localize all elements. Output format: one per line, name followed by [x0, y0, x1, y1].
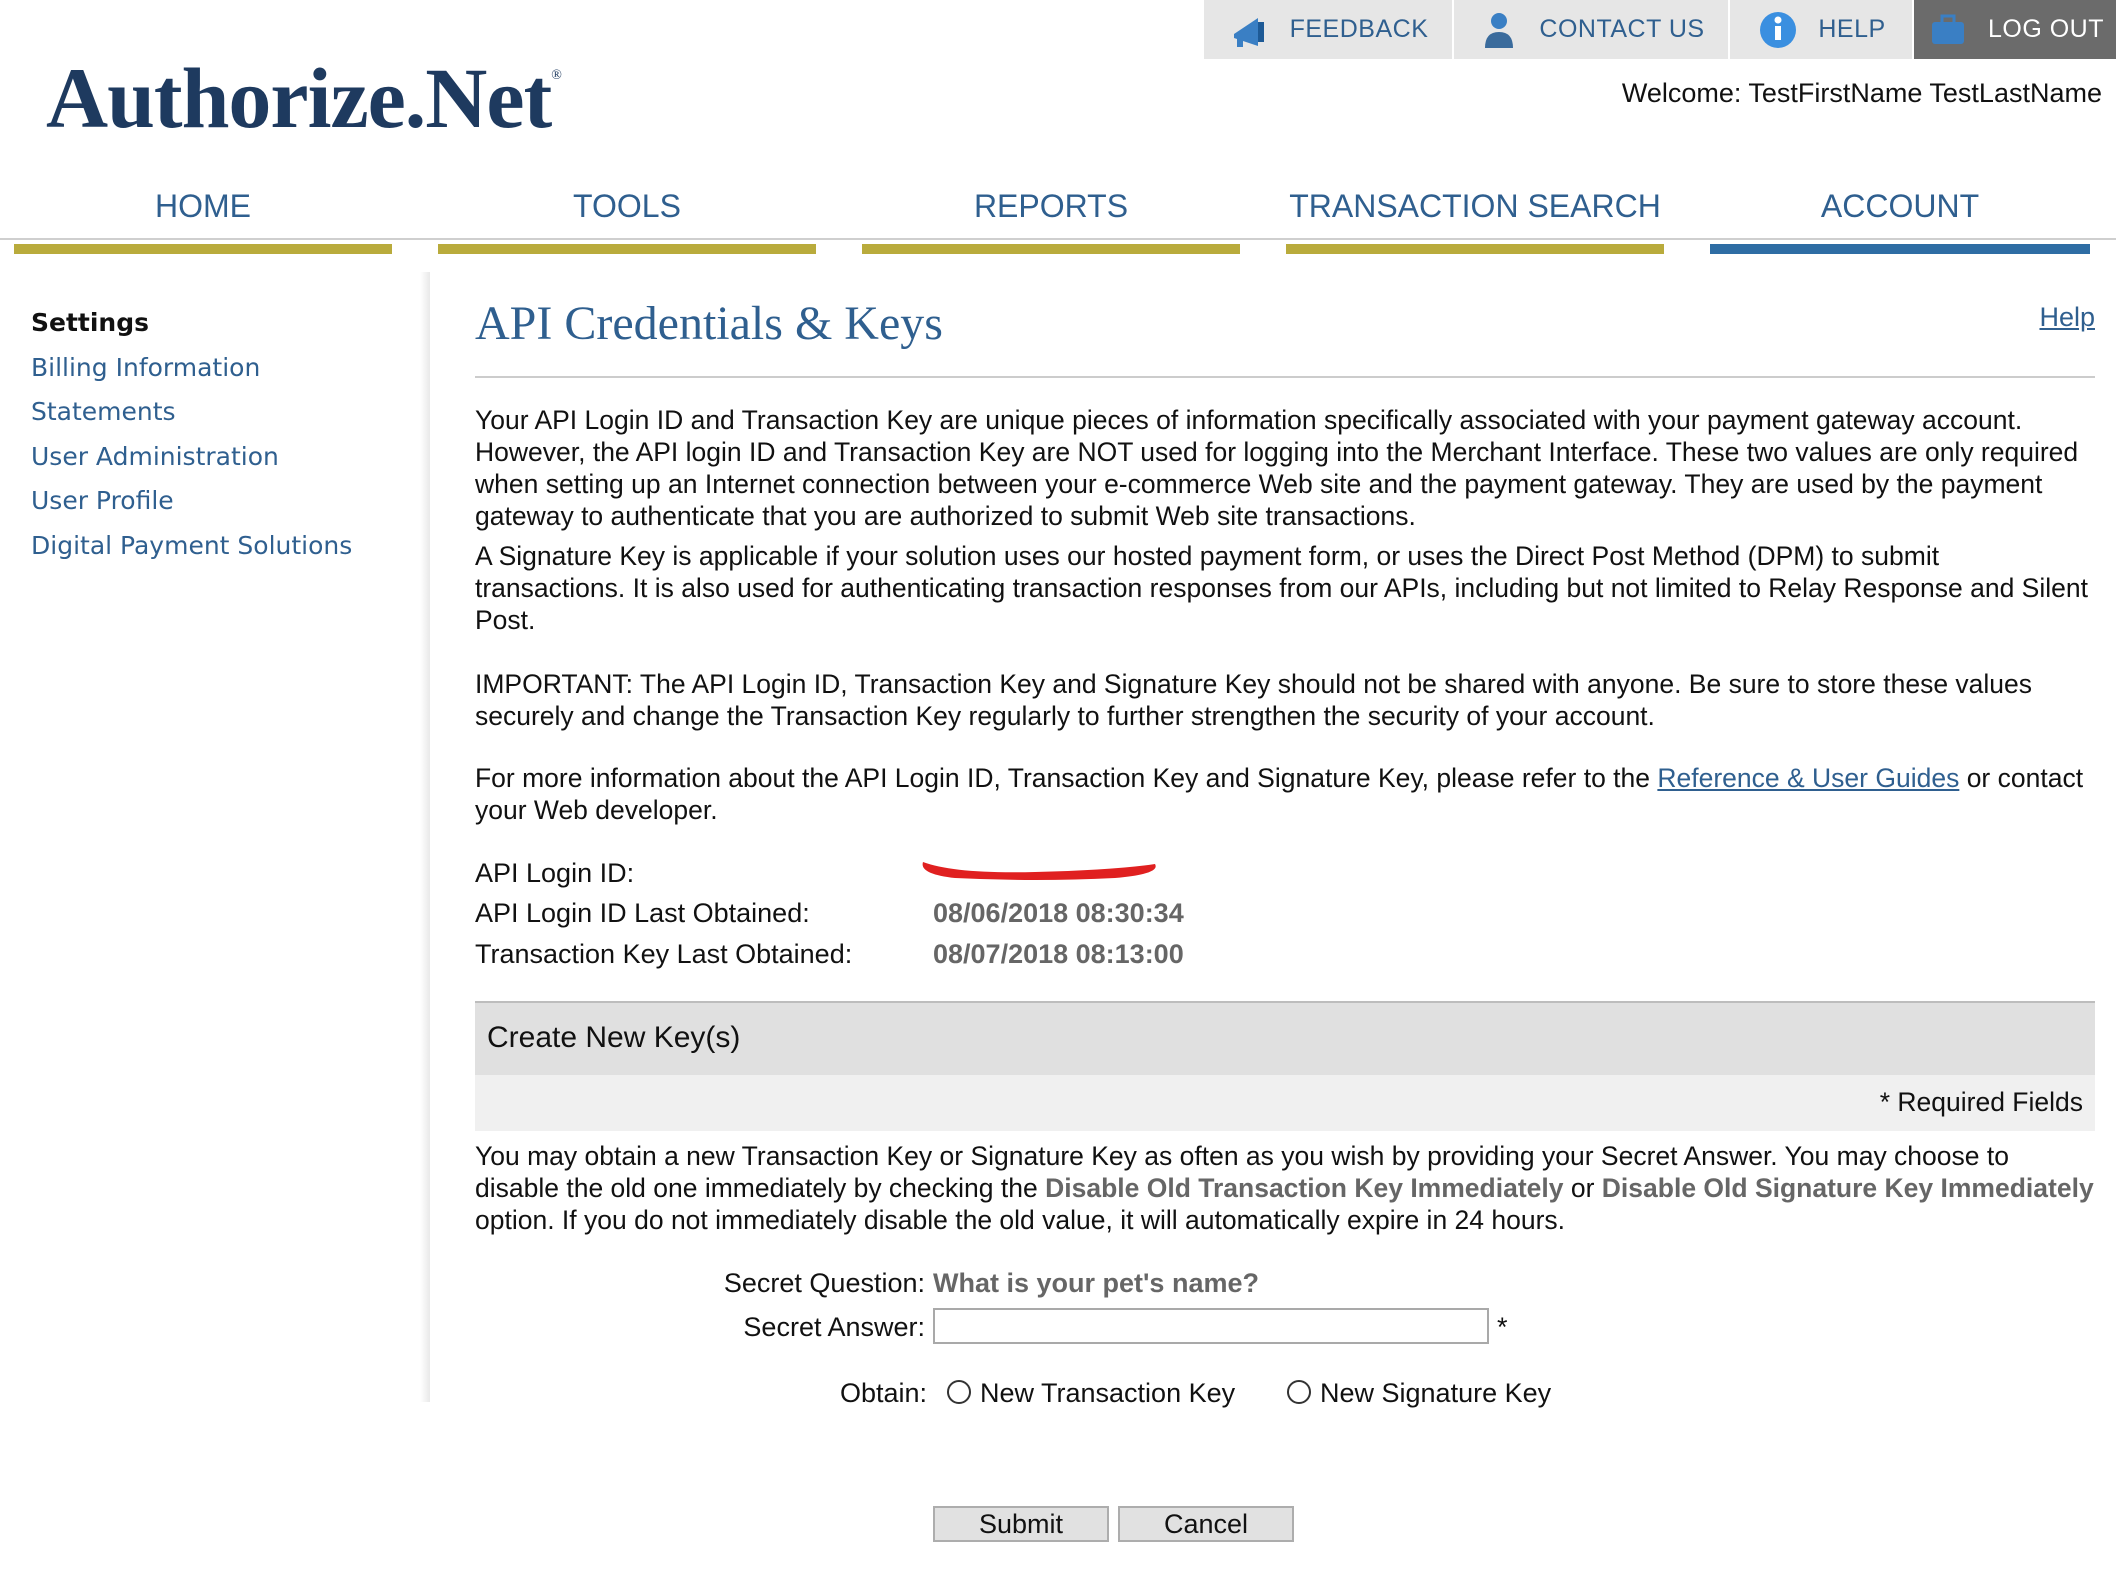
secret-answer-input[interactable] — [933, 1308, 1489, 1344]
sidebar-item-billing-information[interactable]: Billing Information — [31, 353, 261, 382]
main-nav — [0, 180, 2116, 240]
signature-key-paragraph: A Signature Key is applicable if your solution uses our hosted payment form, or uses the Direct Post Method (DPM) to submit transactions. It is also used for authenticating transaction responses from our APIs, including but not limited to Relay Response and Silent Post. — [475, 541, 2088, 635]
sidebar-item-statements[interactable]: Statements — [31, 397, 176, 426]
cancel-button[interactable]: Cancel — [1118, 1506, 1294, 1542]
info-icon — [1756, 8, 1800, 52]
authorize-net-logo[interactable]: Authorize.Net® — [46, 50, 561, 146]
intro-paragraph: Your API Login ID and Transaction Key are unique pieces of information specifically associated with your payment gateway account. However, the API login ID and Transaction Key are NOT used for logging into the Merchant Interface. These two values are only required when setting up an Internet connection between your e-commerce Web site and the payment gateway. They are used by the payment gateway to authenticate that you are authorized to submit Web site transactions. — [475, 405, 2079, 531]
person-icon — [1477, 8, 1521, 52]
create-keys-description: You may obtain a new Transaction Key or Signature Key as often as you wish by providing your Secret Answer. You may choose to disable the old one immediately by checking the Disable Old Transaction Key Immediately or Disable Old Signature Key Immediately option. If you do not immediately disable the old value, it will automatically expire in 24 hours. — [475, 1141, 2094, 1235]
page-title: API Credentials & Keys — [475, 297, 943, 350]
sidebar — [0, 272, 430, 1402]
login-id-obtained-label: API Login ID Last Obtained: — [475, 898, 810, 928]
api-login-id-label: API Login ID: — [475, 858, 635, 888]
secret-answer-label: Secret Answer: — [743, 1312, 925, 1342]
utility-nav — [1204, 0, 2116, 59]
reference-user-guides-link[interactable]: Reference & User Guides — [1657, 763, 1960, 793]
required-fields-bar: * Required Fields — [475, 1075, 2095, 1131]
tab-tools[interactable]: TOOLS — [438, 180, 816, 254]
secret-question-label: Secret Question: — [723, 1268, 925, 1298]
sidebar-item-user-profile[interactable]: User Profile — [31, 486, 174, 515]
important-paragraph: IMPORTANT: The API Login ID, Transaction Key and Signature Key should not be shared with anyone. Be sure to store these values securely and change the Transaction Key regularly to further strengthen the security of your account. — [475, 669, 2033, 731]
contact-us-link[interactable]: CONTACT US — [1454, 0, 1730, 59]
tab-transaction-search[interactable]: TRANSACTION SEARCH — [1286, 180, 1664, 254]
help-link[interactable]: Help — [2039, 302, 2095, 332]
new-signature-key-label[interactable]: New Signature Key — [1320, 1378, 1552, 1408]
title-divider — [475, 376, 2095, 378]
new-transaction-key-radio[interactable] — [947, 1380, 971, 1404]
tab-account[interactable]: ACCOUNT — [1710, 180, 2090, 254]
sidebar-heading: Settings — [31, 308, 150, 337]
sidebar-item-user-administration[interactable]: User Administration — [31, 442, 279, 471]
megaphone-icon — [1228, 8, 1272, 52]
submit-button[interactable]: Submit — [933, 1506, 1109, 1542]
create-new-keys-header: Create New Key(s) — [475, 1001, 2095, 1075]
briefcase-icon — [1926, 8, 1970, 52]
feedback-link[interactable]: FEEDBACK — [1204, 0, 1454, 59]
logout-link[interactable]: LOG OUT — [1914, 0, 2116, 59]
tab-home[interactable]: HOME — [14, 180, 392, 254]
redaction-stroke — [923, 862, 1156, 880]
more-info-paragraph: For more information about the API Login ID, Transaction Key and Signature Key, please refer to the Reference & User Guides or contact your Web developer. — [475, 763, 2084, 825]
sidebar-item-digital-payment-solutions[interactable]: Digital Payment Solutions — [31, 531, 353, 560]
transaction-key-obtained-label: Transaction Key Last Obtained: — [475, 939, 853, 969]
new-transaction-key-label[interactable]: New Transaction Key — [980, 1378, 1236, 1408]
tab-reports[interactable]: REPORTS — [862, 180, 1240, 254]
transaction-key-obtained-value: 08/07/2018 08:13:00 — [933, 939, 1184, 969]
new-signature-key-radio[interactable] — [1287, 1380, 1311, 1404]
welcome-text: Welcome: TestFirstName TestLastName — [1621, 78, 2102, 108]
secret-question-value: What is your pet's name? — [933, 1268, 1259, 1298]
required-asterisk: * — [1497, 1312, 1508, 1342]
redaction-mark — [915, 852, 1165, 882]
obtain-label: Obtain: — [839, 1378, 927, 1408]
help-top-link[interactable]: HELP — [1730, 0, 1914, 59]
login-id-obtained-value: 08/06/2018 08:30:34 — [933, 898, 1184, 928]
